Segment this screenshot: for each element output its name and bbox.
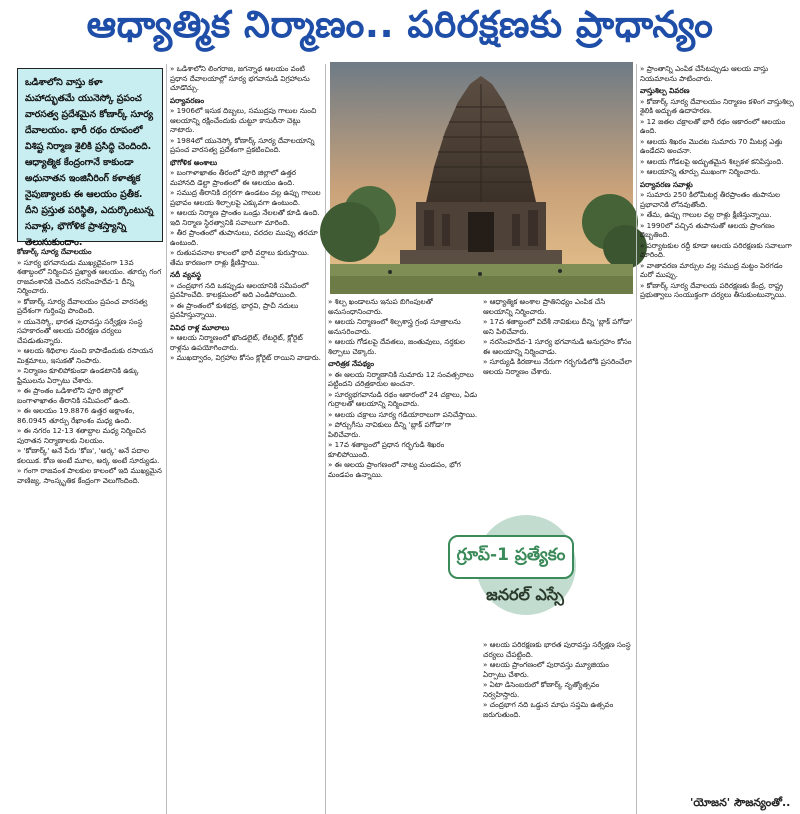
column-2-para: » సముద్ర తీరానికి దగ్గరగా ఉండటం వల్ల ఉప్పు గాలుల ప్రభావం ఆలయ శిల్పాలపై ఎక్కువగా ఉంటుంది.	[170, 188, 321, 207]
column-4-para: » చంద్రభాగ నది ఒడ్డున మాఘ సప్తమి ఉత్సవం జరుగుతుంది.	[483, 700, 614, 719]
column-3-para: » ఈ ఆలయ ప్రాంగణంలో నాట్య మండపం, భోగ మండపం ఉన్నాయి.	[328, 460, 461, 479]
column-5-para: » ఆలయాన్ని తూర్పు ముఖంగా నిర్మించారు.	[640, 167, 761, 176]
column-2-para: » ఈ ప్రాంతంలో కుశభద్ర, భార్గవి, ప్రాచీ నదులు ప్రవహిస్తున్నాయి.	[170, 300, 299, 319]
column-1-para: » గంగా రాజవంశ పాలకుల కాలంలో ఇది ముఖ్యమైన వాణిజ్య, సాంస్కృతిక కేంద్రంగా వెలుగొందింది.	[17, 466, 162, 485]
column-2-para: » 1906లో ఇసుక దిబ్బలు, సముద్రపు గాలుల నుంచి ఆలయాన్ని రక్షించేందుకు చుట్టూ కాసురీనా చెట్లు నాటారు.	[170, 106, 317, 134]
column-divider	[166, 64, 167, 814]
column-2-subheading: నదీ వ్యవస్థ	[170, 270, 202, 279]
column-2-para: » ముఖద్వారం, విగ్రహాల కోసం క్లోరైట్ రాయిని వాడారు.	[170, 353, 321, 362]
column-2-para: » ఆలయ నిర్మాణంలో ఖొండలైట్, లేటరైట్, క్లోరైట్ రాళ్లను ఉపయోగించారు.	[170, 333, 303, 352]
column-1	[17, 244, 163, 814]
column-4	[483, 297, 633, 517]
column-3-para: » సూర్యభగవానుడి రథం ఆకారంలో 24 చక్రాలు, ఏడు గుర్రాలతో ఆలయాన్ని నిర్మించారు.	[328, 389, 478, 408]
column-4-para: » ఆలయ ప్రాంగణంలో పురావస్తు మ్యూజియం ఏర్పాటు చేశారు.	[483, 660, 609, 679]
column-2	[170, 64, 323, 814]
column-5-subheading: వాస్తుశిల్ప వివరణ	[640, 86, 690, 95]
column-4-para: » సూర్యుడి కిరణాలు నేరుగా గర్భగుడిలోకి ప్రసరించేలా ఆలయ నిర్మాణం చేశారు.	[483, 357, 632, 376]
column-3-para: » శిల్ప ఖండాలను ఇనుప బిగింపులతో అనుసంధానించారు.	[328, 297, 433, 316]
column-4-para: » నరసింహదేవ-1 సూర్య భగవానుడి అనుగ్రహం కోసం ఈ ఆలయాన్ని నిర్మించాడు.	[483, 337, 632, 356]
column-4-para: » ఆధ్యాత్మిక అంశాల ప్రాతినిధ్యం ఎంపిక చేసి ఆలయాన్ని నిర్మించారు.	[483, 297, 606, 316]
column-2-subheading: భౌగోళిక అంశాలు	[170, 157, 218, 167]
temple-illustration	[330, 62, 633, 294]
column-5-para: » వాతావరణ మార్పుల వల్ల సముద్ర మట్టం పెరగడం మరో ముప్పు.	[640, 260, 783, 279]
column-1-para: » ఈ ఆలయం 19.8876 ఉత్తర అక్షాంశం, 86.0945 తూర్పు రేఖాంశం మధ్య ఉంది.	[17, 406, 135, 425]
column-1-para: » 'కోణార్క్' అనే పేరు 'కోణ', 'అర్క' అనే పదాల కలయిక. కోణ అంటే మూల, అర్క అంటే సూర్యుడు.	[17, 446, 160, 465]
column-4-para: » ఏటా డిసెంబరులో కోణార్క్ నృత్యోత్సవం నిర్వహిస్తారు.	[483, 680, 600, 699]
column-5-para: » 1990లో వచ్చిన తుపానుతో ఆలయ ప్రాంగణం దెబ్బతింది.	[640, 220, 775, 239]
column-1-heading: కోణార్క్ సూర్య దేవాలయం	[17, 247, 92, 256]
column-2-subheading: పర్యావరణం	[170, 95, 205, 105]
temple-photo	[330, 62, 633, 294]
column-5-para: » సుమారు 250 కిలోమీటర్ల తీరప్రాంతం తుపానుల ప్రభావానికి లోనవుతోంది.	[640, 190, 781, 209]
column-2-para: » బంగాళాఖాతం తీరంలో పూరి జిల్లాలో ఉత్తర మహానది డెల్టా ప్రాంతంలో ఈ ఆలయం ఉంది.	[170, 168, 297, 187]
column-1-para: » ఈ నగరం 12-13 శతాబ్దాల మధ్య నిర్మించిన పురాతన నిర్మాణాలకు నిలయం.	[17, 426, 146, 445]
column-3-para: » పోర్చుగీసు నావికులు దీన్ని 'బ్లాక్ పగోడా'గా పిలిచేవారు.	[328, 420, 452, 439]
column-3-para: » ఈ ఆలయ నిర్మాణానికి సుమారు 12 సంవత్సరాలు పట్టిందని చరిత్రకారుల అంచనా.	[328, 369, 474, 388]
column-divider	[325, 64, 326, 814]
special-badge-author: జనరల్ ఎస్సే	[486, 585, 564, 604]
column-1-para: » యునెస్కో, భారత పురావస్తు సర్వేక్షణ సంస్థ సహకారంతో ఆలయ పరిరక్షణ చర్యలు చేపడుతున్నారు.	[17, 316, 143, 345]
column-5-para: » కోణార్క్ సూర్య దేవాలయ పరిరక్షణకు కేంద్ర, రాష్ట్ర ప్రభుత్వాలు సంయుక్తంగా చర్యలు తీసుకుంటున్నాయి.	[640, 280, 787, 299]
headline	[0, 0, 800, 58]
column-divider	[636, 64, 637, 814]
column-3-para: » 17వ శతాబ్దంలో ప్రధాన గర్భగుడి శిఖరం కూలిపోయింది.	[328, 440, 445, 459]
column-2-para: » రుతుపవనాల కాలంలో భారీ వర్షాలు కురుస్తాయి. తేమ కారణంగా రాళ్లు క్షీణిస్తాయి.	[170, 248, 310, 267]
column-3-subheading: చారిత్రక నేపథ్యం	[328, 359, 374, 368]
column-1-para: » కోణార్క్ సూర్య దేవాలయం ప్రపంచ వారసత్వ ప్రదేశంగా గుర్తింపు పొందింది.	[17, 296, 148, 315]
column-2-para: » ఆలయ నిర్మాణ ప్రాంతం ఒండ్రు నేలలతో కూడి ఉంది. ఇది నిర్మాణ స్థిరత్వానికి సవాలుగా మారింది.	[170, 208, 320, 227]
intro-box: ఒడిశాలోని వాస్తు కళా మహాద్భుతమే యునెస్కో ప్రపంచ వారసత్వ ప్రదేశమైన కోణార్క్ సూర్య దేవాలయం. భారీ రథం రూపంలో విశిష్ట నిర్మాణ శైలికి ప్రసిద్ధి చెందింది. ఆధ్యాత్మిక కేంద్రంగానే కాకుండా అధునాతన ఇంజినీరింగ్ కళాత్మక నైపుణ్యాలకు ఈ ఆలయం ప్రతీక. దీని ప్రస్తుత పరిస్థితి, ఎదుర్కొంటున్న సవాళ్లు, భౌగోళిక ప్రాశస్త్యాన్ని తెలుసుకుందాం.	[17, 68, 163, 242]
column-2-para: » తీర ప్రాంతంలో తుపానులు, వరదల ముప్పు తరచూ ఉంటుంది.	[170, 228, 318, 247]
column-5	[640, 64, 794, 754]
column-4-para: » ఆలయ పరిరక్షణకు భారత పురావస్తు సర్వేక్షణ సంస్థ చర్యలు చేపట్టింది.	[483, 640, 631, 659]
column-5-subheading: పర్యావరణ సవాళ్లు	[640, 179, 693, 189]
column-3-para: » ఆలయ చక్రాలు సూర్య గడియారాలుగా పనిచేస్తాయి.	[328, 409, 478, 419]
column-1-para: » ఈ ప్రాంతం ఒడిశాలోని పూరి జిల్లాలో బంగాళాఖాతం తీరానికి సమీపంలో ఉంది.	[17, 386, 131, 405]
column-3-para: » ఆలయ గోడలపై దేవతలు, జంతువులు, నర్తకుల శిల్పాలు చెక్కారు.	[328, 337, 465, 356]
column-5-para: » ఆలయ శిఖరం మొదట సుమారు 70 మీటర్ల ఎత్తు ఉండేదని అంచనా.	[640, 136, 783, 155]
column-5-para: » కోణార్క్ సూర్య దేవాలయం నిర్మాణం కళింగ వాస్తుశిల్ప శైలికి అద్భుత ఉదాహరణ.	[640, 96, 794, 115]
column-2-para: » ఒడిశాలోని లింగరాజ, జగన్నాథ ఆలయం వంటి ప్రధాన దేవాలయాల్లో సూర్య భగవానుడి విగ్రహాలను చూడొచ్చు.	[170, 64, 310, 92]
column-3-para: » ఆలయ నిర్మాణంలో శిల్పశాస్త్ర గ్రంథ సూత్రాలను అనుసరించారు.	[328, 317, 461, 336]
column-5-para: » ఆలయ గోడలపై అద్భుతమైన శిల్పకళ కనిపిస్తుంది.	[640, 156, 784, 166]
column-5-para: » పర్యాటకుల రద్దీ కూడా ఆలయ పరిరక్షణకు సవాలుగా మారింది.	[640, 240, 792, 259]
headline-text: ఆధ్యాత్మిక నిర్మాణం.. పరిరక్షణకు ప్రాధాన్యం	[86, 3, 714, 46]
column-4-lower	[483, 640, 633, 814]
column-2-para: » చంద్రభాగ నది ఒకప్పుడు ఆలయానికి సమీపంలో ప్రవహించేది. కాలక్రమంలో అది ఎండిపోయింది.	[170, 280, 309, 299]
column-1-para: » సూర్య భగవానుడు ముఖ్యదైవంగా 13వ శతాబ్దంలో నిర్మించిన ప్రఖ్యాత ఆలయం. తూర్పు గంగ రాజవంశానికి చెందిన నరసింహదేవ-1 దీన్ని నిర్మించారు.	[17, 257, 162, 295]
column-1-para: » ఆలయ శిథిలాల నుంచి కాపాడేందుకు రసాయన మిశ్రమాలు, ఇసుకతో నింపారు.	[17, 346, 154, 365]
column-5-para: » ప్రాంతాన్ని ఎంపిక చేసేటప్పుడు ఆలయ వాస్తు నియమాలను పాటించారు.	[640, 64, 769, 83]
column-5-para: » తేమ, ఉప్పు గాలుల వల్ల రాళ్లు క్షీణిస్తున్నాయి.	[640, 210, 772, 219]
column-1-para: » నిర్మాణం కూలిపోకుండా ఉండటానికి ఉక్కు ఫ్రేములను ఏర్పాటు చేశారు.	[17, 366, 139, 385]
column-5-para: » 12 జతల చక్రాలతో భారీ రథం ఆకారంలో ఆలయం ఉంది.	[640, 116, 786, 135]
column-4-para: » 17వ శతాబ్దంలో విదేశీ నావికులు దీన్ని 'బ్లాక్ పగోడా' అని పిలిచేవారు.	[483, 317, 633, 336]
source-credit: 'యోజన' సౌజన్యంతో..	[690, 796, 791, 809]
column-2-subheading: వివిధ రాళ్ల మూలాలు	[170, 322, 230, 332]
special-badge-title: గ్రూప్-1 ప్రత్యేకం	[448, 535, 574, 579]
column-2-para: » 1984లో యునెస్కో కోణార్క్ సూర్య దేవాలయాన్ని ప్రపంచ వారసత్వ ప్రదేశంగా ప్రకటించింది.	[170, 135, 315, 154]
